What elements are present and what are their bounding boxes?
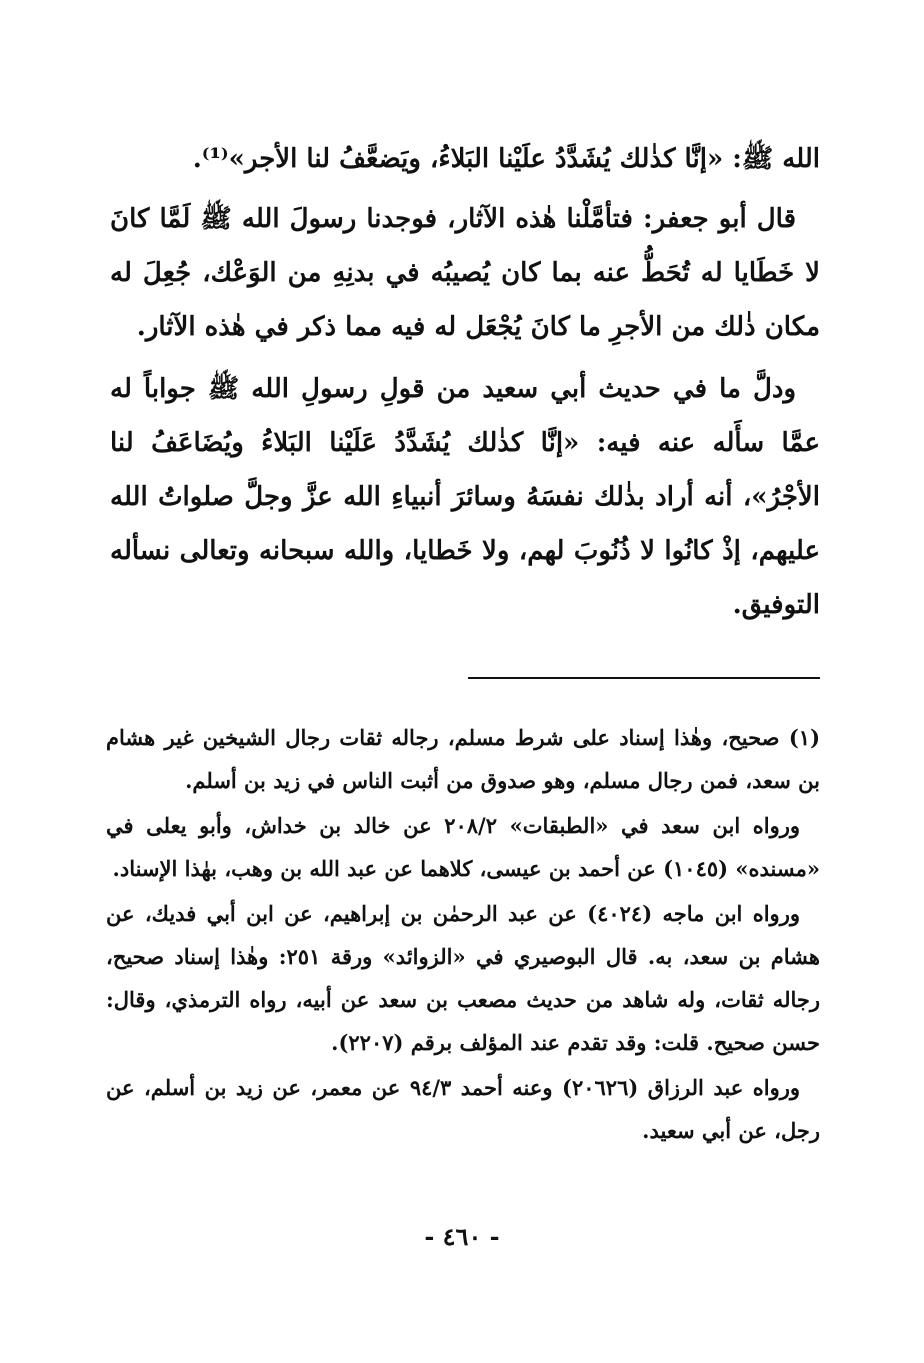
footnotes-section (106, 716, 820, 1154)
footnote-paragraph-3: ورواه ابن ماجه (٤٠٢٤) عن عبد الرحمٰن بن إبراهيم، عن ابن أبي فديك، عن هشام بن سعد، به. قال البوصيري في «الزوائد» ورقة ٢٥١: وهٰذا إسناد صحيح، رجاله ثقات، وله شاهد من حديث مصعب بن سعد عن أبيه، رواه الترمذي، وقال: حسن صحيح. قلت: وقد تقدم عند المؤلف برقم (٢٢٠٧). (106, 901, 820, 1055)
footnote-paragraph-2: ورواه ابن سعد في «الطبقات» ٢٠٨/٢ عن خالد بن خداش، وأبو يعلى في «مسنده» (١٠٤٥) عن أحمد بن عيسى، كلاهما عن عبد الله بن وهب، بهٰذا الإسناد. (106, 813, 820, 881)
main-paragraph-2: قال أبو جعفر: فتأمَّلْنا هٰذه الآثار، فوجدنا رسولَ الله ﷺ لَمَّا كانَ لا خَطَايا له تُحَطُّ عنه بما كان يُصيبُه في بدنِهِ من الوَعْك، جُعِلَ له مكان ذٰلك من الأجرِ ما كانَ يُجْعَل له فيه مما ذكر في هٰذه الآثار. (110, 204, 820, 342)
main-text-body (110, 132, 820, 640)
footnote-paragraph-4: ورواه عبد الرزاق (٢٠٦٢٦) وعنه أحمد ٩٤/٣ عن معمر، عن زيد بن أسلم، عن رجل، عن أبي سعيد. (106, 1075, 820, 1143)
footnote-separator (468, 677, 820, 679)
page-number: - ٤٦٠ - (424, 1222, 500, 1251)
main-paragraph-3: ودلَّ ما في حديث أبي سعيد من قولِ رسولِ الله ﷺ جواباً له عمَّا سأَله عنه فيه: «إنَّا كذٰلك يُشَدَّدُ عَلَيْنا البَلاءُ ويُضَاعَفُ لنا الأجْرُ»، أنه أراد بذٰلك نفسَهُ وسائرَ أنبياءِ الله عزَّ وجلَّ صلواتُ الله عليهم، إذْ كانُوا لا ذُنُوبَ لهم، ولا خَطايا، والله سبحانه وتعالى نسأله التوفيق. (110, 374, 820, 620)
footnote-paragraph-1: (١) صحيح، وهٰذا إسناد على شرط مسلم، رجاله ثقات رجال الشيخين غير هشام بن سعد، فمن رجال مسلم، وهو صدوق من أثبت الناس في زيد بن أسلم. (106, 725, 820, 793)
main-paragraph-1: الله ﷺ: «إنَّا كذٰلك يُشَدَّدُ علَيْنا البَلاءُ، ويَضعَّفُ لنا الأجر»⁽¹⁾. (192, 144, 820, 174)
